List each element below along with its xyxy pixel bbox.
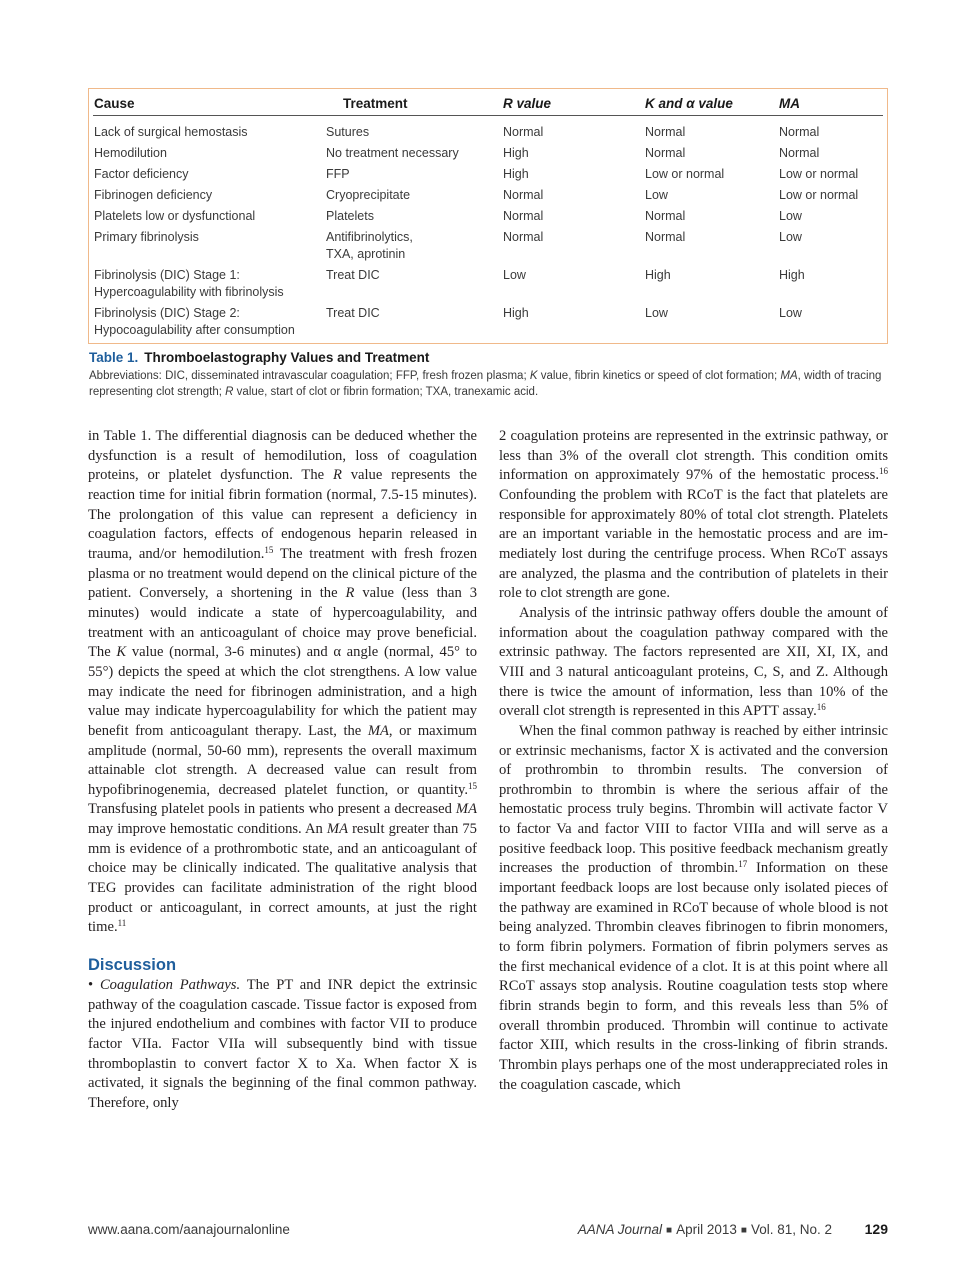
body-paragraph: in Table 1. The differential diagnosis can be deduced whether the dysfunction is a result of hemodilution, loss of coagulation proteins, or platelet dysfunction. The R value represents the reaction time for initial fibrin formation (normal, 7.5-15 minutes). The prolongation of this value can represent a deficiency in coagulation factors, effects of endogenous heparin released in trauma, and/or hemodilution.$^{15}$ The treatment with fresh frozen plasma or no treatment would depend on the clinical picture of the patient. Conversely, a shortening in the R value (less than 3 minutes) would indicate a state of hypercoagulability, and treatment with an anticoagulant of choice may prove beneficial. The K value (normal, 3-6 minutes) and α angle (normal, 45° to 55°) depicts the speed at which the clot strengthens. A low value may indicate the need for fibrinogen administration, and a high value may indicate hypercoagulability for which the patient may benefit from anticoagulant therapy. Last, the MA, or maximum amplitude (normal, 50-60 mm), represents the overall maximum attainable clot strength. A decreased value can result from hypofibrinogenemia, decreased platelet function, or quantity.$^{15}$ Transfusing platelet pools in patients who present a decreased MA may improve hemostatic conditions. An MA result greater than 75 mm is evidence of a prothrombotic state, and an anticoagulant of choice may be clinically indicated. The qualitative analysis that TEG provides can facilitate administration of the right blood product or anticoagulant, in correct amounts, at just the right time.$^{11}$	[88, 428, 477, 936]
cell-ma: Low or normal	[779, 166, 859, 181]
column-header-k-alpha-value: K and α value	[645, 91, 779, 115]
column-header-cause: Cause	[93, 91, 326, 115]
table-row	[93, 208, 883, 229]
cell-r-value: High	[503, 305, 529, 320]
body-paragraph: • Coagulation Pathways. The PT and INR depict the extrinsic pathway of the coagulation cascade. Tissue factor is exposed from the injured endothelium and combines with factor VII to produce factor VIIa. Factor VIIa will subsequently bind with tissue thromboplastin to convert factor X to Xa. When factor X is activated, it signals the beginning of the final common pathway. Therefore, only	[88, 977, 477, 1111]
footer-url[interactable]: www.aana.com/aanajournalonline	[88, 1222, 290, 1237]
issue-date: April 2013	[676, 1222, 737, 1237]
cell-r-value: Normal	[503, 208, 544, 223]
cell-ma: Normal	[779, 124, 820, 139]
cell-k-alpha-value: Normal	[645, 124, 686, 139]
column-header-ma: MA	[779, 91, 883, 115]
cell-cause: Fibrinogen deficiency	[94, 187, 213, 202]
left-column	[88, 427, 477, 1114]
table-row	[93, 115, 883, 145]
separator-square-icon: ■	[740, 1225, 747, 1236]
table-caption-title: Thromboelastography Values and Treatment	[144, 350, 430, 365]
volume-number: Vol. 81, No. 2	[750, 1222, 832, 1237]
table-body	[93, 115, 883, 343]
table-frame	[88, 88, 888, 344]
cell-cause: Platelets low or dysfunctional	[94, 208, 256, 223]
cell-r-value: Normal	[503, 187, 544, 202]
table-header-row	[93, 91, 883, 115]
cell-treatment: FFP	[326, 166, 350, 181]
cell-k-alpha-value: High	[645, 267, 671, 282]
cell-k-alpha-value: Normal	[645, 208, 686, 223]
table-caption-label: Table 1.	[89, 350, 139, 365]
cell-cause: Hemodilution	[94, 145, 167, 160]
cell-treatment: Treat DIC	[326, 267, 380, 282]
cell-r-value: High	[503, 145, 529, 160]
cell-cause: Primary fibrinolysis	[94, 229, 199, 244]
cell-r-value: Normal	[503, 124, 544, 139]
column-header-treatment: Treatment	[326, 91, 503, 115]
separator-square-icon: ■	[666, 1225, 673, 1236]
section-heading-discussion: Discussion	[88, 956, 177, 975]
cell-treatment: Antifibrinolytics, TXA, aprotinin	[326, 229, 413, 261]
cell-cause: Lack of surgical hemostasis	[94, 124, 248, 139]
cell-treatment: Sutures	[326, 124, 370, 139]
cell-k-alpha-value: Low or normal	[645, 166, 725, 181]
right-column	[499, 427, 888, 1095]
cell-treatment: Platelets	[326, 208, 374, 223]
table-caption	[89, 350, 889, 365]
cell-cause: Fibrinolysis (DIC) Stage 1: Hypercoagulability with fibrinolysis	[94, 267, 284, 299]
journal-name: AANA Journal	[577, 1222, 663, 1237]
cell-ma: Low	[779, 208, 802, 223]
cell-k-alpha-value: Normal	[645, 229, 686, 244]
cell-treatment: Treat DIC	[326, 305, 380, 320]
data-table	[93, 91, 883, 343]
table-row	[93, 267, 883, 305]
cell-ma: Low or normal	[779, 187, 859, 202]
table-abbreviations: Abbreviations: DIC, disseminated intravascular coagulation; FFP, fresh frozen plasma; K value, fibrin kinetics or speed of clot formation; MA, width of tracing representing clot strength; R value, start of clot or fibrin formation; TXA, tranexamic acid.	[89, 370, 882, 398]
cell-ma: Low	[779, 305, 802, 320]
table-row	[93, 166, 883, 187]
column-header-r-value: R value	[503, 91, 645, 115]
cell-r-value: Low	[503, 267, 526, 282]
cell-k-alpha-value: Low	[645, 305, 668, 320]
cell-ma: High	[779, 267, 805, 282]
table-row	[93, 187, 883, 208]
cell-ma: Low	[779, 229, 802, 244]
cell-treatment: Cryoprecipitate	[326, 187, 411, 202]
cell-r-value: High	[503, 166, 529, 181]
page-number: 129	[864, 1221, 888, 1237]
body-paragraph: 2 coagulation proteins are represented in the extrinsic pathway, or less than 3% of the overall clot strength. This condition omits information on approximately 97% of the hemostatic process.$^{16}$ Confounding the problem with RCoT is the fact that platelets are responsible for approximately 80% of total clot strength. Platelets are an important variable in the hemostatic process and are immediately lost during the centrifuge process. When RCoT assays are analyzed, the plasma and the contribution of platelets in their role to clot strength are gone.	[499, 428, 888, 602]
cell-r-value: Normal	[503, 229, 544, 244]
body-paragraph: Analysis of the intrinsic pathway offers double the amount of information about the coagulation pathway compared with the extrinsic pathway. The factors represented are XII, XI, IX, and VIII and 3 natural anticoagulant proteins, C, S, and Z. Although there is twice the amount of information, less than 10% of the overall clot strength is represented in this APTT assay.$^{16}$	[499, 604, 888, 720]
cell-k-alpha-value: Normal	[645, 145, 686, 160]
cell-cause: Factor deficiency	[94, 166, 189, 181]
table-row	[93, 305, 883, 343]
cell-ma: Normal	[779, 145, 820, 160]
cell-k-alpha-value: Low	[645, 187, 668, 202]
table-row	[93, 229, 883, 267]
table-row	[93, 145, 883, 166]
cell-treatment: No treatment necessary	[326, 145, 459, 160]
cell-cause: Fibrinolysis (DIC) Stage 2: Hypocoagulability after consumption	[94, 305, 295, 337]
body-paragraph: When the final common pathway is reached by either intrinsic or extrinsic mechanisms, factor X is activated and the conversion of prothrombin to thrombin results. The conversion of prothrombin to thrombin is where the serious affair of the hemostatic process truly begins. Thrombin will activate factor V to factor Va and factor VIII to factor VIIIa and will serve as a positive feedback loop. This positive feedback mechanism greatly increases the production of thrombin.$^{17}$ Information on these important feedback loops are lost because only isolated pieces of the pathway are examined in RCoT because of whole blood is not being analyzed. Thrombin cleaves fibrinogen to fibrin monomers, to form fibrin polymers. Formation of fibrin polymers serves as the first mechanical evidence of a clot. It is at this point where all RCoT assays stop analysis. Routine coagulation tests stop where fibrin strands begin to form, and this reveals less than 5% of overall thrombin produced. Thrombin will continue to activate factor XIII, which results in the cross-linking of fibrin strands. Thrombin plays perhaps one of the most underappreciated roles in the coagulation cascade, which	[499, 722, 888, 1093]
footer-journal-info	[578, 1222, 832, 1237]
